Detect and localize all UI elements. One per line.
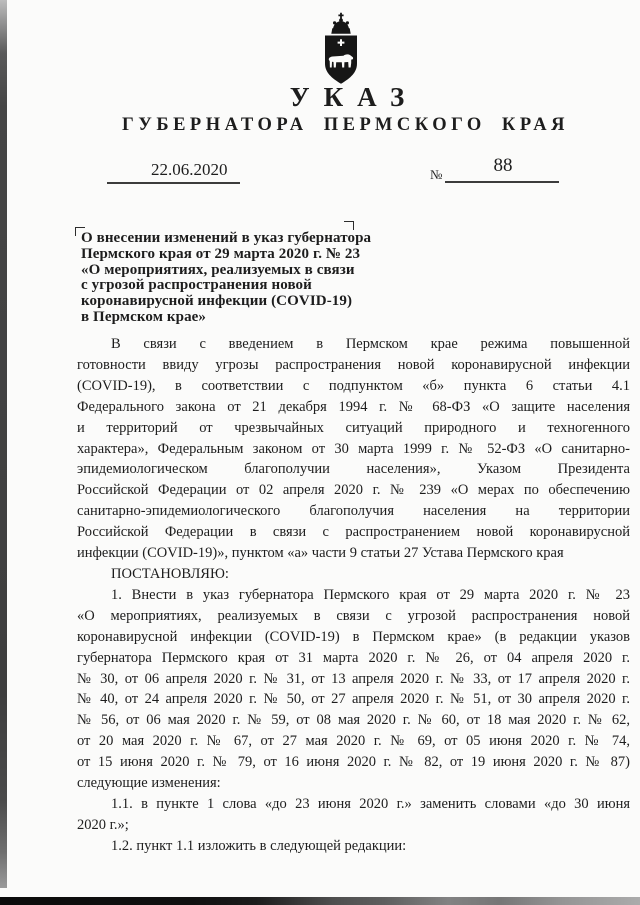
decree-body-line: санитарно-эпидемиологического благополучия населения на территории [77,503,630,520]
decree-body-line: от 20 мая 2020 г. № 67, от 27 мая 2020 г. № 69, от 05 июня 2020 г. № 74, [77,733,630,750]
decree-title-line: коронавирусной инфекции (COVID-19) [81,293,353,310]
decree-body-line: № 40, от 24 апреля 2020 г. № 50, от 27 апреля 2020 г. № 51, от 30 апреля 2020 г. [77,691,630,708]
scan-artifact-left-edge [0,0,7,888]
authority-heading: ГУБЕРНАТОРА ПЕРМСКОГО КРАЯ [122,115,569,135]
title-corner-mark-right [344,221,354,230]
decree-title-line: Пермского края от 29 марта 2020 г. № 23 [81,245,361,262]
decree-body-line: характера», Федеральным законом от 30 марта 1999 г. № 52-ФЗ «О санитарно- [77,440,630,457]
decree-body-line: Российской Федерации от 02 апреля 2020 г. № 239 «О мерах по обеспечению [77,482,630,499]
decree-body-line: (COVID-19), в соответствии с подпунктом «б» пункта 6 статьи 4.1 [77,377,630,394]
decree-title [81,231,421,326]
decree-body-line: 1.1. в пункте 1 слова «до 23 июня 2020 г.» заменить словами «до 30 июня [111,795,630,812]
document-number: 88 [493,155,513,176]
number-underline [445,164,559,183]
decree-body-line: коронавирусной инфекции (COVID-19) в Пермском крае» (в редакции указов [77,628,630,645]
number-sign: № [430,167,443,182]
decree-body-line: следующие изменения: [77,775,221,792]
date-underline [107,165,240,184]
decree-body-line: 1.2. пункт 1.1 изложить в следующей редакции: [111,837,407,854]
decree-body [77,334,630,857]
decree-body-line: 1. Внести в указ губернатора Пермского края от 29 марта 2020 г. № 23 [111,586,630,603]
decree-body-line: ПОСТАНОВЛЯЮ: [111,565,229,582]
decree-body-line: № 30, от 06 апреля 2020 г. № 31, от 13 апреля 2020 г. № 33, от 17 апреля 2020 г. [77,670,630,687]
perm-krai-coat-of-arms-icon [322,12,360,85]
decree-title-line: О внесении изменений в указ губернатора [81,230,372,246]
decree-body-line: В связи с введением в Пермском крае режима повышенной [111,336,630,352]
decree-body-line: эпидемиологическом благополучии населения», Указом Президента [77,461,630,478]
document-date: 22.06.2020 [151,160,228,179]
decree-body-line: губернатора Пермского края от 31 марта 2020 г. № 26, от 04 апреля 2020 г. [77,649,630,666]
decree-title-line: с угрозой распространения новой [81,277,312,294]
decree-title-line: «О мероприятиях, реализуемых в связи [81,261,355,278]
decree-body-line: и территорий от чрезвычайных ситуаций природного и техногенного [77,419,630,436]
decree-body-line: Федерального закона от 21 декабря 1994 г. № 68-ФЗ «О защите населения [77,398,630,415]
decree-body-line: от 15 июня 2020 г. № 79, от 16 июня 2020 г. № 82, от 19 июня 2020 г. № 87) [77,754,630,771]
decree-body-line: № 56, от 06 мая 2020 г. № 59, от 08 мая 2020 г. № 60, от 18 мая 2020 г. № 62, [77,712,630,729]
document-type-heading: УКАЗ [289,82,419,112]
scan-artifact-bottom-edge [0,897,640,905]
decree-body-line: инфекции (COVID-19)», пунктом «а» части 9 статьи 27 Устава Пермского края [77,545,564,562]
decree-body-line: «О мероприятиях, реализуемых в связи с угрозой распространения новой [77,607,630,624]
decree-title-line: в Пермском крае» [81,308,207,325]
decree-body-line: 2020 г.»; [77,816,129,833]
decree-body-line: Российской Федерации в связи с распространением новой коронавирусной [77,524,630,541]
decree-body-line: готовности ввиду угрозы распространения новой коронавирусной инфекции [77,356,630,373]
